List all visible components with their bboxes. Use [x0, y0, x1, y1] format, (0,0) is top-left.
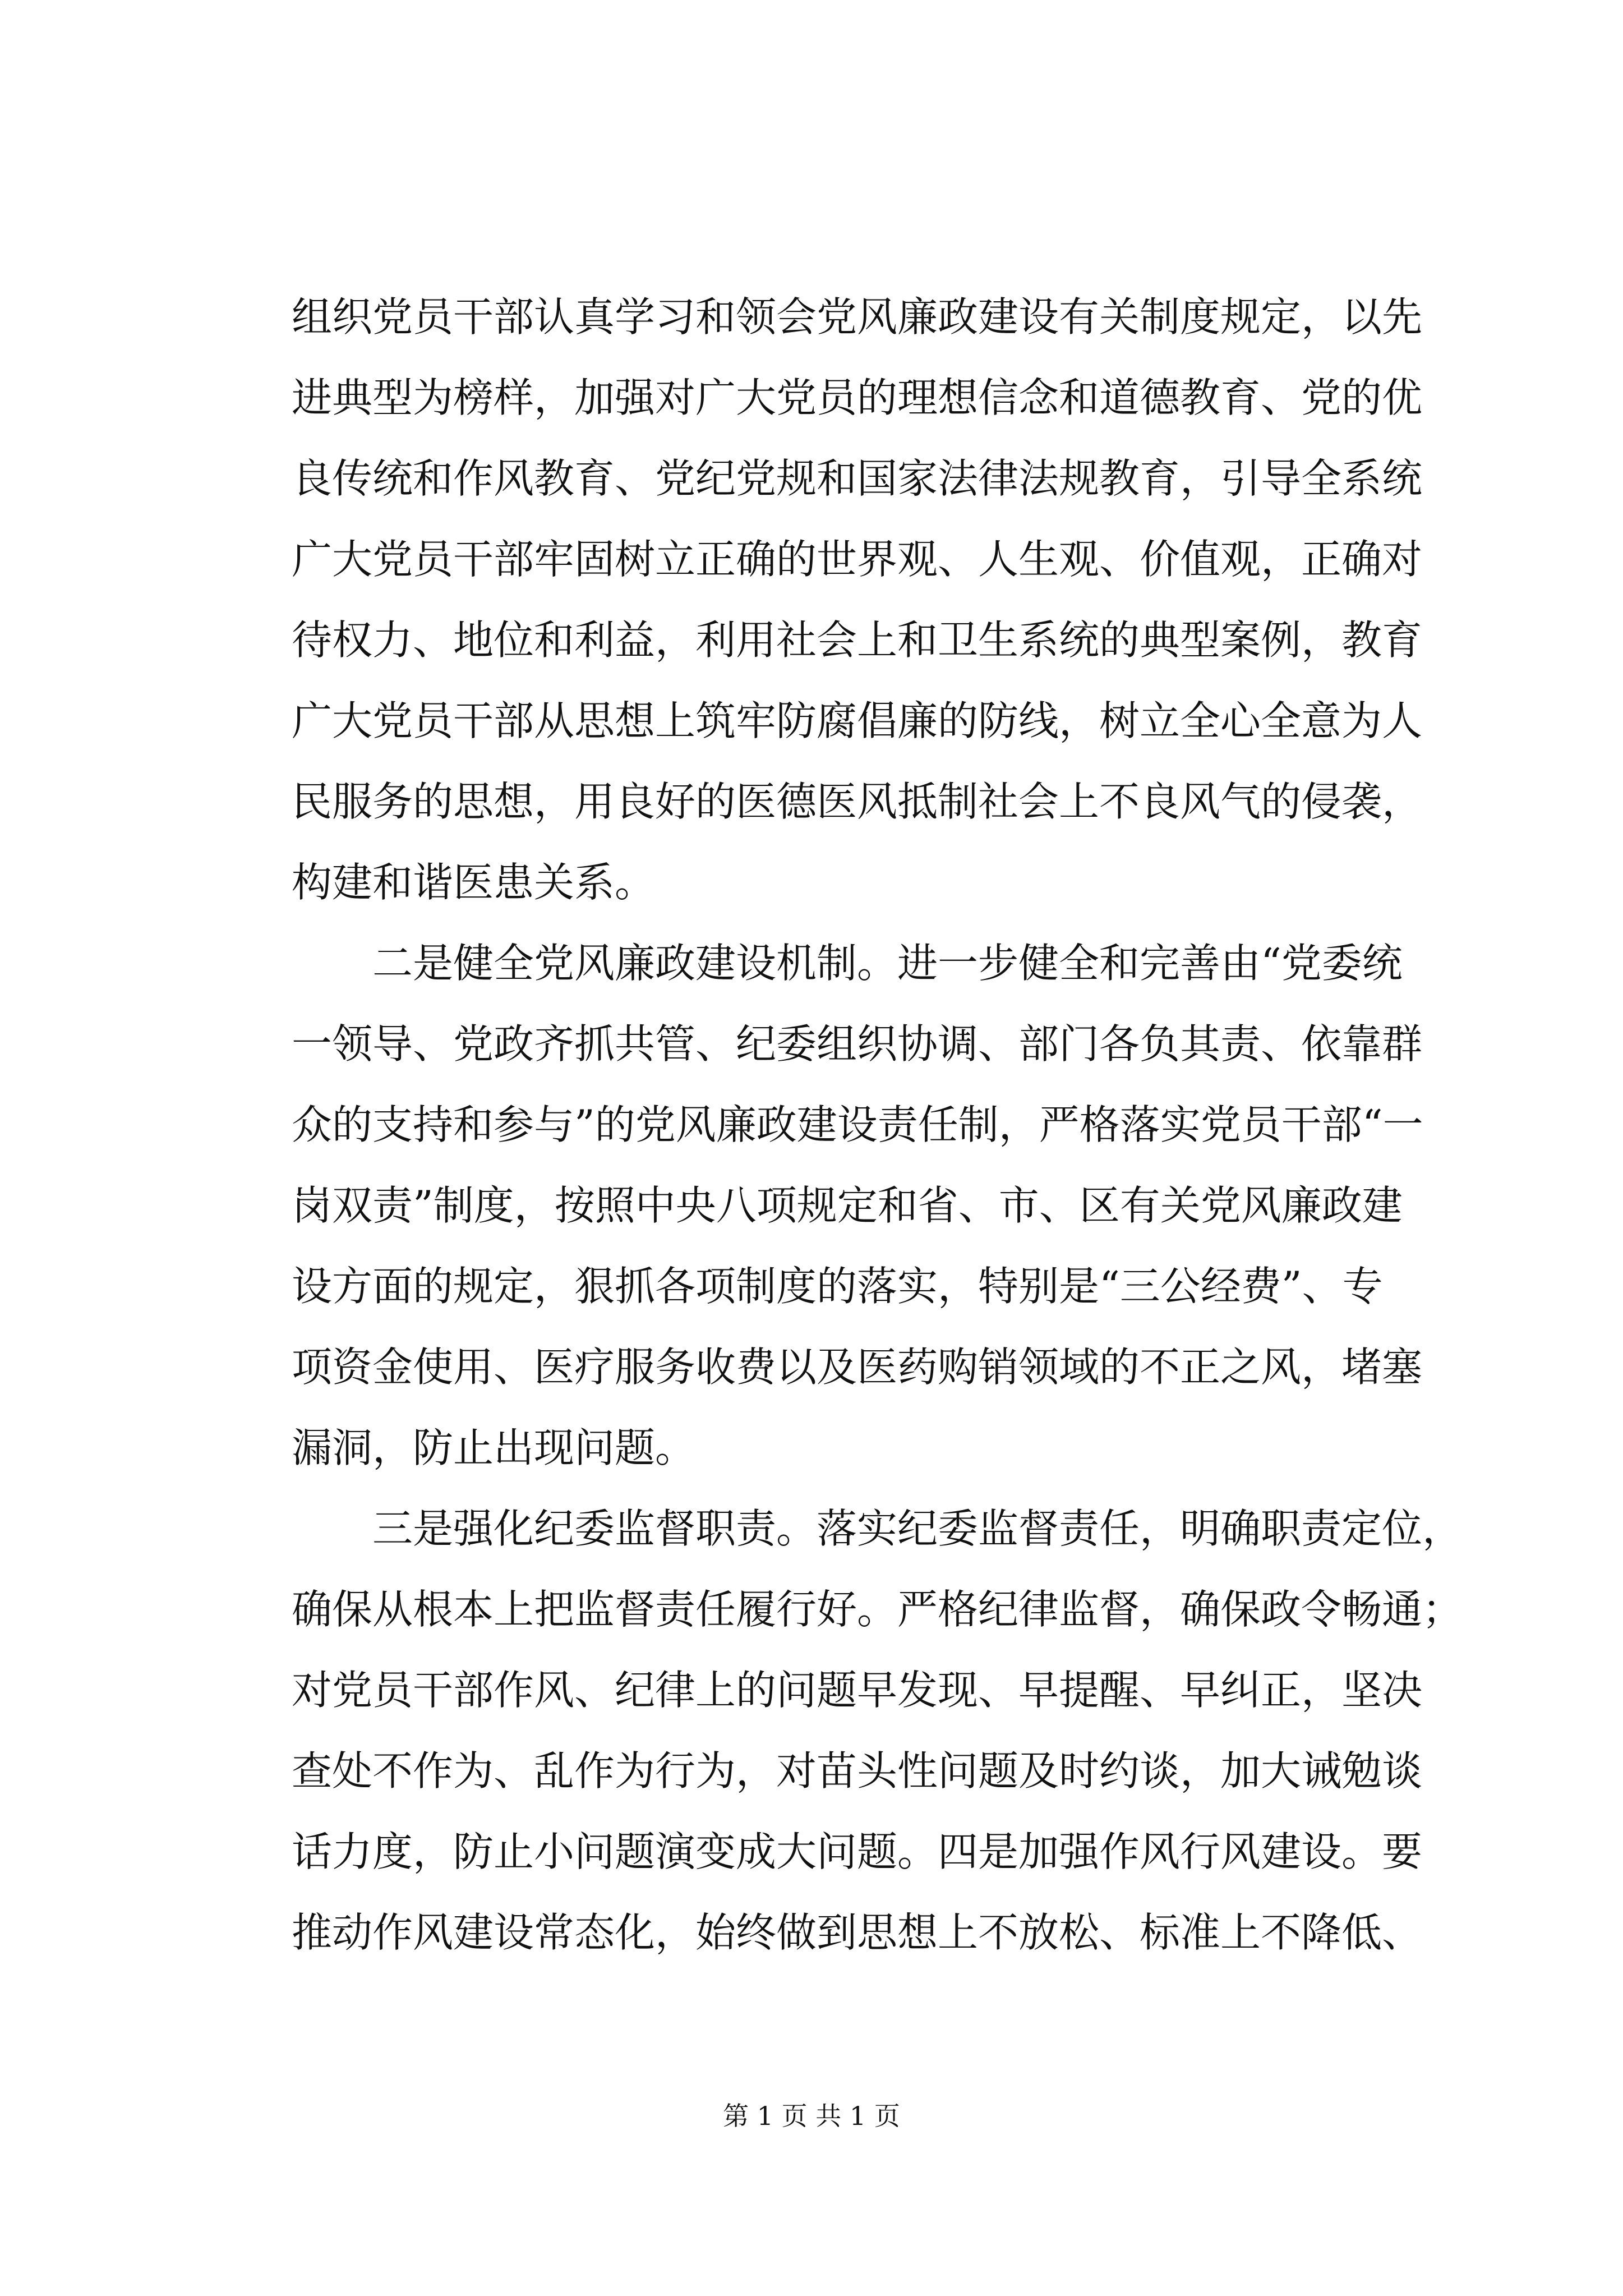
text-line: 广大党员干部牢固树立正确的世界观、人生观、价值观，正确对 [292, 536, 1423, 583]
text-line: 对党员干部作风、纪律上的问题早发现、早提醒、早纠正，坚决 [292, 1667, 1423, 1714]
text-line: 确保从根本上把监督责任履行好。严格纪律监督，确保政令畅通； [292, 1586, 1463, 1633]
text-line: 待权力、地位和利益，利用社会上和卫生系统的典型案例，教育 [292, 616, 1423, 664]
text-line: 良传统和作风教育、党纪党规和国家法律法规教育，引导全系统 [292, 455, 1423, 502]
text-line: 话力度，防止小问题演变成大问题。四是加强作风行风建设。要 [292, 1828, 1423, 1875]
text-line: 广大党员干部从思想上筑牢防腐倡廉的防线，树立全心全意为人 [292, 697, 1423, 744]
text-line: 推动作风建设常态化，始终做到思想上不放松、标准上不降低、 [292, 1909, 1423, 1956]
text-line: 众的支持和参与”的党风廉政建设责任制，严格落实党员干部“一 [292, 1101, 1423, 1148]
text-line: 漏洞，防止出现问题。 [292, 1424, 696, 1471]
text-line: 民服务的思想，用良好的医德医风抵制社会上不良风气的侵袭， [292, 778, 1423, 825]
text-line: 进典型为榜样，加强对广大党员的理想信念和道德教育、党的优 [292, 374, 1423, 421]
text-line: 查处不作为、乱作为行为，对苗头性问题及时约谈，加大诫勉谈 [292, 1747, 1423, 1795]
text-line: 设方面的规定，狠抓各项制度的落实，特别是“三公经费”、专 [292, 1263, 1383, 1310]
paragraph-start: 二是健全党风廉政建设机制。进一步健全和完善由“党委统 [292, 940, 1403, 987]
paragraph-start: 三是强化纪委监督职责。落实纪委监督责任，明确职责定位， [292, 1505, 1463, 1552]
document-body [292, 0, 1463, 1963]
text-line: 一领导、党政齐抓共管、纪委组织协调、部门各负其责、依靠群 [292, 1020, 1423, 1068]
text-line: 组织党员干部认真学习和领会党风廉政建设有关制度规定，以先 [292, 293, 1423, 341]
text-line: 项资金使用、医疗服务收费以及医药购销领域的不正之风，堵塞 [292, 1343, 1423, 1391]
page-footer: 第 1 页 共 1 页 [723, 2101, 900, 2131]
text-line: 岗双责”制度，按照中央八项规定和省、市、区有关党风廉政建 [292, 1182, 1403, 1229]
text-line: 构建和谐医患关系。 [292, 859, 656, 906]
